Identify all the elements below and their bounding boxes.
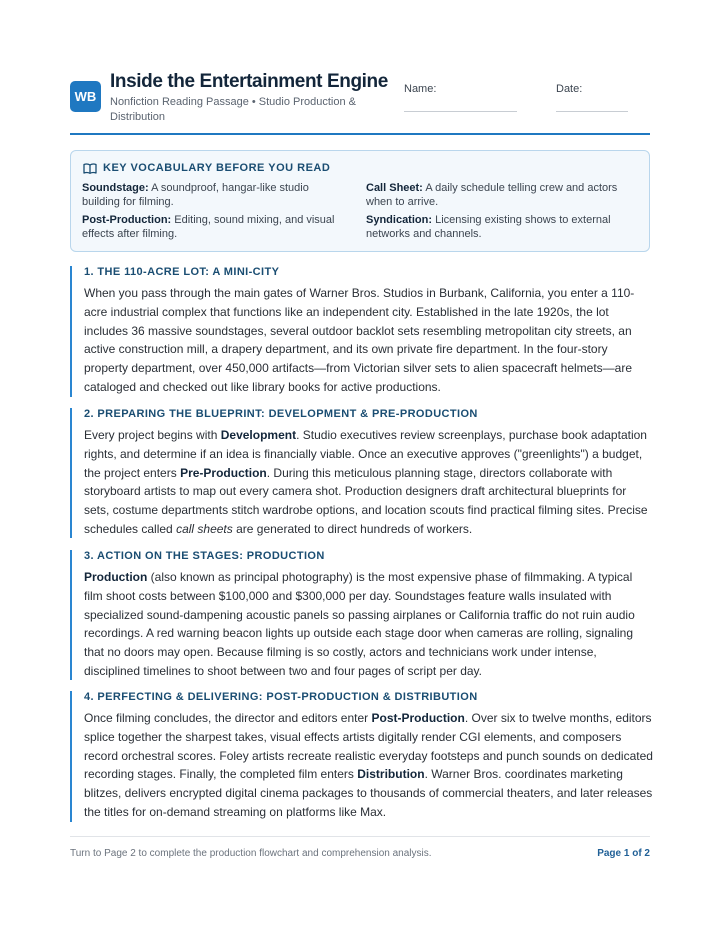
- section-lot: [70, 266, 650, 397]
- section-heading: 2. PREPARING THE BLUEPRINT: DEVELOPMENT & PRE-PRODUCTION: [84, 408, 478, 420]
- body-text: (also known as principal photography) is the most expensive phase of filmmaking. A typical film shoot costs between $100,000 and $300,000 per day. Soundstages feature walls insulated with specialized sound-dampening acoustic panels so passing airplanes or California traffic do not ruin audio recordings. A red warning beacon lights up outside each stage door when cameras are rolling, signaling that no doors may open. Because filming is so costly, actors and technicians work under intense, disciplined timelines to shoot between two and four pages of script per day.: [84, 570, 635, 678]
- section-production: [70, 550, 650, 680]
- vocab-definition: Licensing existing shows to external networks and channels.: [366, 214, 611, 240]
- vocab-item-syndication: [366, 213, 636, 241]
- section-body: [84, 284, 654, 397]
- section-heading: 4. PERFECTING & DELIVERING: POST-PRODUCTION & DISTRIBUTION: [84, 691, 478, 703]
- body-text: . During this meticulous planning stage, directors collaborate with storyboard artists to map out every camera shot. Production designers draft architectural blueprints for sets, costume departments stitch wardrobe options, and location scouts find practical filming sites. Precise schedules called: [84, 465, 648, 536]
- section-post-production: [70, 691, 653, 822]
- vocab-term: Post-Production:: [82, 214, 172, 226]
- vocab-item-post-production: [82, 213, 347, 241]
- term-call-sheets: call sheets: [176, 521, 233, 536]
- section-heading: 3. ACTION ON THE STAGES: PRODUCTION: [84, 550, 325, 562]
- body-text: . Over six to twelve months, editors splice together the sharpest takes, visual effects artists digitally render CGI elements, and composers record orchestral scores. Foley artists recreate realistic everyday footsteps and punch sounds on dedicated recording stages. Finally, the completed film enters: [84, 711, 653, 782]
- page-subtitle: Nonfiction Reading Passage • Studio Production & Distribution: [110, 96, 357, 123]
- logo-badge: WB: [70, 81, 101, 112]
- body-text: . Warner Bros. coordinates marketing blitzes, delivers encrypted digital cinema packages to thousands of commercial theaters, and later releases the titles for on-demand streaming on platforms like Max.: [84, 767, 653, 819]
- vocab-definition: Editing, sound mixing, and visual effects after filming.: [82, 214, 335, 240]
- book-icon: [83, 163, 97, 174]
- vocab-definition: A daily schedule telling crew and actors when to arrive.: [366, 182, 618, 208]
- date-field[interactable]: [556, 111, 628, 112]
- body-text: Once filming concludes, the director and editors enter: [84, 711, 372, 725]
- vocab-definition: A soundproof, hangar-like studio building for filming.: [82, 182, 309, 208]
- term-production: Production: [84, 570, 148, 584]
- page-title: Inside the Entertainment Engine: [110, 71, 388, 92]
- term-post-production: Post-Production: [371, 711, 465, 725]
- body-text: Every project begins with: [84, 428, 221, 442]
- body-text: When you pass through the main gates of Warner Bros. Studios in Burbank, California, you enter a 110-acre industrial complex that functions like an independent city. Established in the late 1920s, the lot includes 36 massive soundstages, several outdoor backlot sets resembling metropolitan city streets, an active construction mill, a drapery department, and its own private fire department. In the four-story property department, over 450,000 artifacts—from Victorian silver sets to alien spacecraft helmets—are cataloged and checked out like library books for active productions.: [84, 286, 635, 394]
- name-field[interactable]: [404, 111, 517, 112]
- term-distribution: Distribution: [357, 767, 425, 782]
- vocab-term: Call Sheet:: [366, 182, 423, 194]
- vocabulary-heading-text: KEY VOCABULARY BEFORE YOU READ: [103, 162, 331, 174]
- section-body: [84, 709, 654, 822]
- footer-divider: [70, 836, 650, 837]
- name-label: Name:: [404, 83, 437, 95]
- body-text: are generated to direct hundreds of workers.: [232, 521, 473, 536]
- vocab-term: Soundstage:: [82, 182, 149, 194]
- section-body: [84, 426, 654, 539]
- vocabulary-box: [70, 150, 650, 252]
- vocab-item-call-sheet: [366, 181, 636, 209]
- section-body: [84, 568, 654, 681]
- vocab-term: Syndication:: [366, 214, 433, 226]
- term-pre-production: Pre-Production: [180, 465, 267, 480]
- body-text: . Studio executives review screenplays, purchase book adaptation rights, and determine if an idea is financially viable. Once an executive approves ("greenlights") a budget, the project enters: [84, 428, 647, 480]
- header-divider: [70, 133, 650, 135]
- vocab-item-soundstage: [82, 181, 337, 209]
- term-development: Development: [220, 428, 297, 442]
- worksheet-page: [70, 0, 653, 932]
- section-development: [70, 408, 650, 538]
- footer-note: Turn to Page 2 to complete the production flowchart and comprehension analysis.: [70, 848, 432, 859]
- date-label: Date:: [556, 83, 583, 95]
- page-number: Page 1 of 2: [597, 848, 650, 859]
- section-heading: 1. THE 110-ACRE LOT: A MINI-CITY: [84, 266, 280, 278]
